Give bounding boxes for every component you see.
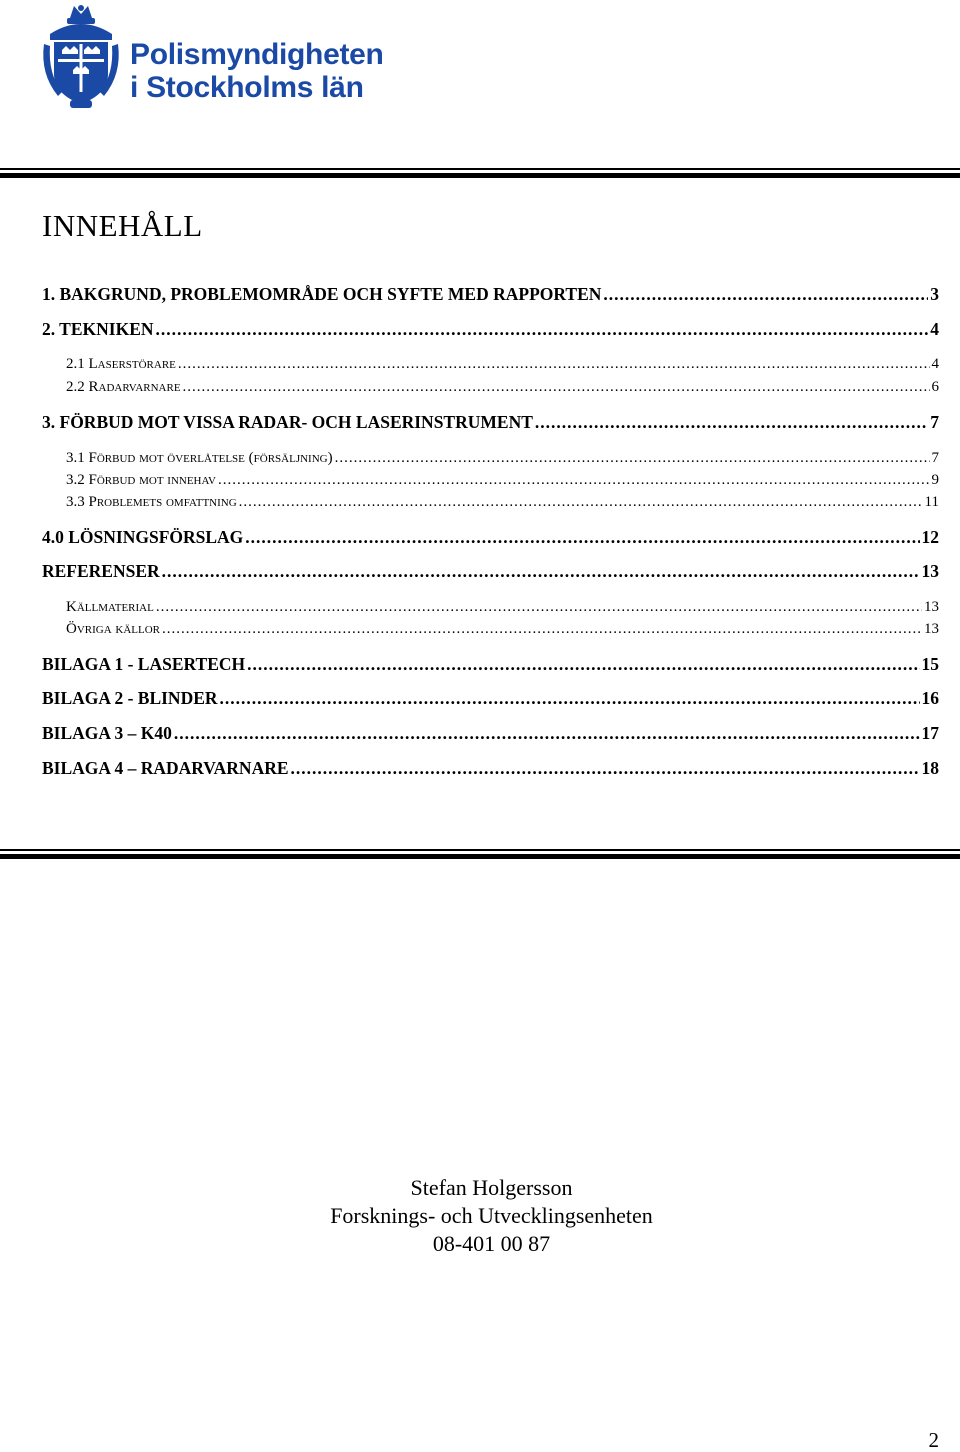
toc-entry-radarvarnare[interactable] [42,376,939,398]
bottom-divider [0,849,960,859]
toc-entry-referenser[interactable] [42,556,939,586]
toc-leader-dots [156,596,922,618]
toc-entry-label: BILAGA 4 – RADARVARNARE [42,758,289,778]
toc-leader-dots [220,683,920,713]
toc-entry-label: 3. FÖRBUD MOT VISSA RADAR- OCH LASERINSTRUMENT [42,412,533,432]
toc-entry-bakgrund[interactable] [42,279,939,309]
toc-entry-overlatelse[interactable] [42,447,939,469]
toc-entry-label: BILAGA 2 - BLINDER [42,688,218,708]
logo-text-line2: i Stockholms län [130,71,364,104]
top-divider [0,168,960,178]
toc-leader-dots [603,279,928,309]
toc-entry-innehav[interactable] [42,469,939,491]
toc-entry-page: 4 [931,356,939,372]
toc-entry-label: 4.0 LÖSNINGSFÖRSLAG [42,527,244,547]
toc-entry-kallmaterial[interactable] [42,596,939,618]
toc-entry-bilaga-1[interactable] [42,649,939,679]
toc-leader-dots [247,649,919,679]
toc-entry-label: 3.3 Problemets omfattning [66,494,237,510]
header-logo [40,4,420,112]
toc-entry-label: 2. TEKNIKEN [42,319,154,339]
toc-leader-dots [162,556,920,586]
toc-entry-label: BILAGA 1 - LASERTECH [42,654,246,674]
toc-entry-page: 6 [931,379,939,395]
toc-entry-tekniken[interactable] [42,314,939,344]
toc-entry-page: 4 [930,319,939,339]
toc-entry-label: Övriga källor [66,621,161,637]
toc-leader-dots [156,314,929,344]
toc-entry-page: 15 [921,654,939,674]
toc-entry-page: 7 [930,412,939,432]
toc-leader-dots [335,447,930,469]
toc-entry-label: 1. BAKGRUND, PROBLEMOMRÅDE OCH SYFTE MED RAPPORTEN [42,284,602,304]
author-unit: Forsknings- och Utvecklingsenheten [330,1203,653,1228]
toc-leader-dots [183,376,930,398]
toc-entry-label: 3.1 Förbud mot överlåtelse (försäljning) [66,450,333,466]
toc-leader-dots [239,491,923,513]
toc-entry-losningsforslag[interactable] [42,522,939,552]
toc-leader-dots [535,407,928,437]
toc-entry-label: 2.1 Laserstörare [66,356,176,372]
logo-text [130,38,384,104]
toc-entry-label: BILAGA 3 – K40 [42,723,172,743]
toc-entry-page: 7 [931,450,939,466]
toc-entry-page: 13 [921,561,939,581]
toc-entry-label: 3.2 Förbud mot innehav [66,472,216,488]
logo-text-line1: Polismyndigheten [130,38,384,71]
toc-entry-page: 9 [931,472,939,488]
swedish-police-crest-icon [40,4,122,112]
toc-entry-page: 12 [921,527,939,547]
toc-entry-ovriga-kallor[interactable] [42,618,939,640]
toc-entry-bilaga-4[interactable] [42,753,939,783]
toc-entry-page: 13 [924,599,939,615]
toc-entry-laserstorare[interactable] [42,353,939,375]
toc-leader-dots [178,353,930,375]
toc-entry-label: REFERENSER [42,561,160,581]
author-name: Stefan Holgersson [410,1175,573,1200]
toc-entry-forbud[interactable] [42,407,939,437]
toc-leader-dots [174,718,920,748]
page-number: 2 [928,1428,939,1452]
toc-entry-bilaga-3[interactable] [42,718,939,748]
toc-entry-label: 2.2 Radarvarnare [66,379,181,395]
toc-entry-page: 17 [921,723,939,743]
toc-leader-dots [291,753,920,783]
author-phone: 08-401 00 87 [432,1231,551,1256]
toc-entry-page: 16 [921,688,939,708]
toc-entry-bilaga-2[interactable] [42,683,939,713]
author-block [0,1174,960,1258]
toc-entry-page: 11 [924,494,939,510]
toc-leader-dots [218,469,930,491]
toc-leader-dots [245,522,919,552]
toc-leader-dots [162,618,922,640]
toc-entry-page: 13 [924,621,939,637]
toc-entry-page: 3 [930,284,939,304]
toc-entry-omfattning[interactable] [42,491,939,513]
toc-entry-page: 18 [921,758,939,778]
toc-title: INNEHÅLL [42,208,203,243]
toc-entry-label: Källmaterial [66,599,154,615]
